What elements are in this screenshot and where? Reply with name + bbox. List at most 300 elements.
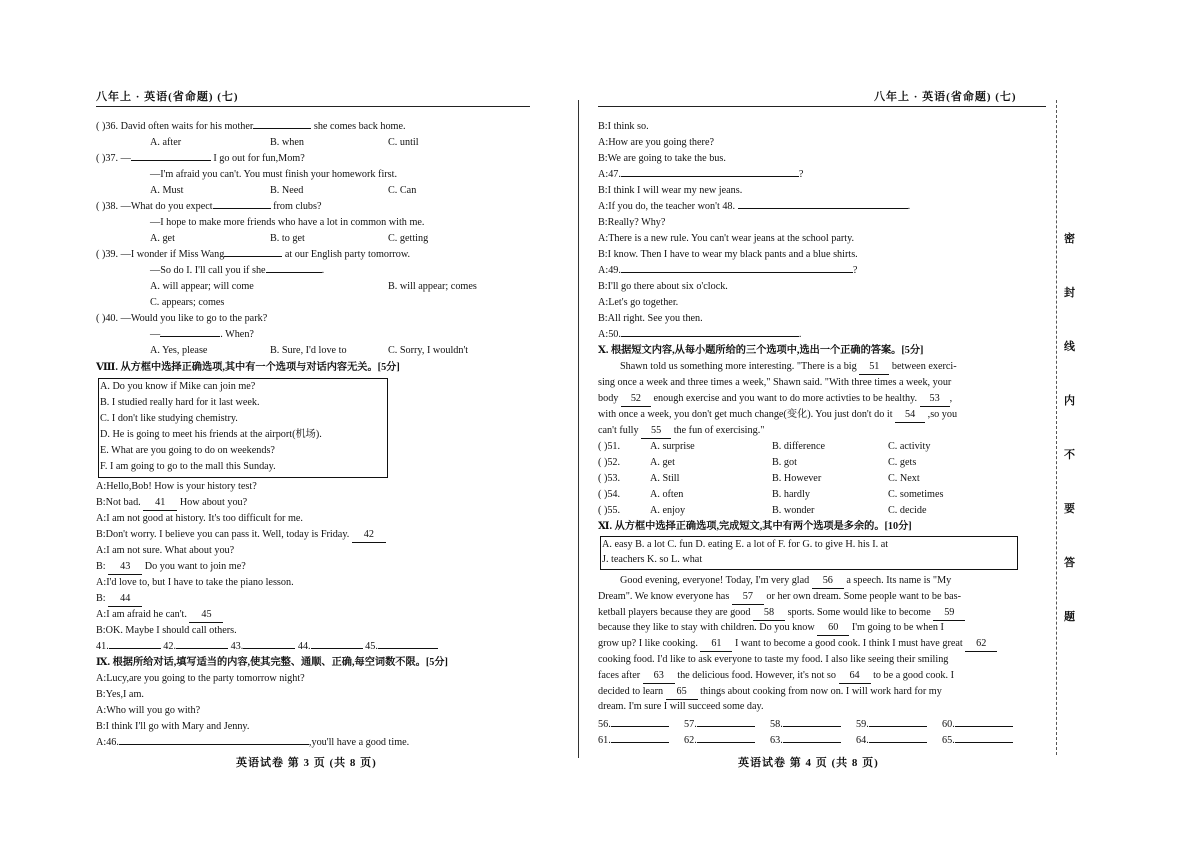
option-b[interactable] <box>772 504 814 518</box>
dialogue-line <box>96 576 294 590</box>
option-text: C. appears; comes <box>150 297 225 308</box>
question-number-row <box>598 504 620 518</box>
header-right: 八年上 · 英语(省命题) (七) <box>874 91 1017 103</box>
header-rule-right <box>598 106 1046 107</box>
passage-text: I'm going to be when I <box>851 622 944 634</box>
dialogue-line <box>96 512 303 526</box>
seal-char: 题 <box>1064 611 1075 623</box>
option-b[interactable] <box>270 232 305 246</box>
blank-59[interactable]: 59 <box>933 606 965 621</box>
blank-51[interactable]: 51 <box>859 360 889 375</box>
option-text: C. Next <box>888 473 920 484</box>
dialogue-text: B:Really? Why? <box>598 217 666 228</box>
answer-number: 43. <box>230 641 244 652</box>
passage-text: Shawn told us something more interesting. "There is a big <box>620 361 857 372</box>
section-title: Ⅹ. 根据短文内容,从每小题所给的三个选项中,选出一个正确的答案。[5分] <box>598 345 924 356</box>
answer-number: 57. <box>684 719 697 731</box>
option-b[interactable] <box>388 280 477 294</box>
question-text: —So do I. I'll call you if she <box>150 265 266 276</box>
blank-45[interactable]: 45 <box>189 608 223 623</box>
dialogue-line <box>598 296 678 310</box>
answer-number: 42. <box>163 641 177 652</box>
question-q37 <box>96 152 305 166</box>
passage-text: ketball players because they are good <box>598 606 751 618</box>
answer-blank[interactable] <box>378 648 438 649</box>
answer-cell <box>856 718 927 732</box>
passage-text: can't fully <box>598 425 639 436</box>
header-left: 八年上 · 英语(省命题) (七) <box>96 91 239 103</box>
answer-number: 64. <box>856 735 869 747</box>
option-text: B. Need <box>270 185 304 196</box>
option-c[interactable] <box>888 504 926 518</box>
answer-cell <box>942 718 1013 732</box>
answer-blank-50[interactable] <box>621 336 799 337</box>
seal-char: 不 <box>1064 449 1075 461</box>
question-number: ( )38. <box>96 201 119 212</box>
blank-61[interactable]: 61 <box>700 637 732 652</box>
header-rule-left <box>96 106 530 107</box>
dialogue-text: B:I think I'll go with Mary and Jenny. <box>96 721 250 732</box>
blank-57[interactable]: 57 <box>732 590 764 605</box>
blank-43[interactable]: 43 <box>108 560 142 575</box>
answer-blank-46[interactable] <box>119 744 309 745</box>
question-number: ( )53. <box>598 473 621 484</box>
passage-text: or her own dream. Some people want to be bas- <box>766 590 962 602</box>
option-text: C. sometimes <box>888 489 944 500</box>
blank-63[interactable]: 63 <box>643 669 675 684</box>
blank-42[interactable]: 42 <box>352 528 386 543</box>
passage-text: Good evening, everyone! Today, I'm very glad <box>620 575 810 586</box>
answer-row-41-45 <box>96 640 438 654</box>
question-q39 <box>96 248 410 262</box>
answer-number: 63. <box>770 735 783 747</box>
option-text: C. getting <box>388 233 429 244</box>
option-text: E. What are you going to do on weekends? <box>100 445 275 456</box>
answer-blank[interactable] <box>213 208 271 209</box>
option-b[interactable] <box>270 344 347 358</box>
dialogue-text: A:How are you going there? <box>598 137 714 148</box>
question-46 <box>96 736 409 750</box>
dialogue-line <box>96 672 305 686</box>
passage-text: the fun of exercising." <box>673 425 765 436</box>
option-b[interactable] <box>270 184 303 198</box>
answer-cell <box>942 734 1013 748</box>
question-number: A:49. <box>598 265 621 276</box>
section-title: Ⅸ. 根据所给对话,填写适当的内容,使其完整、通顺、正确,每空词数不限。[5分] <box>96 657 448 668</box>
dialogue-line <box>598 152 726 166</box>
dialogue-line <box>96 688 144 702</box>
option-a[interactable] <box>650 488 683 502</box>
option-c[interactable] <box>388 232 428 246</box>
option-a[interactable] <box>150 184 183 198</box>
dialogue-line <box>96 592 142 607</box>
option-text: B. I studied really hard for it last week. <box>100 397 260 408</box>
section-8-title <box>96 361 400 375</box>
blank-58[interactable]: 58 <box>753 606 785 621</box>
answer-cell <box>598 718 669 732</box>
option-text: F. I am going to go to the mall this Sunday. <box>100 461 276 472</box>
option-text: B. will appear; comes <box>388 281 477 292</box>
question-number: A:46. <box>96 737 119 748</box>
option-text: J. teachers K. so L. what <box>602 554 703 565</box>
answer-number: 65. <box>942 735 955 747</box>
dialogue-text: B:OK. Maybe I should call others. <box>96 625 237 636</box>
answer-blank[interactable] <box>243 648 295 649</box>
question-number: ( )36. <box>96 121 119 132</box>
option-c[interactable] <box>388 184 416 198</box>
passage-text: I want to become a good cook. I think I must have great <box>734 638 963 650</box>
passage-text: the delicious food. However, it's not so <box>677 669 836 681</box>
dialogue-line <box>598 232 854 246</box>
option-a[interactable] <box>150 344 207 358</box>
option-c[interactable] <box>150 296 224 310</box>
option-a[interactable] <box>650 472 679 486</box>
option-text: A. surprise <box>650 441 695 452</box>
answer-blank[interactable] <box>131 160 211 161</box>
question-number: ( )37. <box>96 153 119 164</box>
option-text: C. activity <box>888 441 931 452</box>
question-text: —I hope to make more friends who have a lot in common with me. <box>150 217 425 228</box>
passage-text: because they like to stay with children. Do you know <box>598 622 815 634</box>
answer-blank[interactable] <box>611 742 669 743</box>
answer-cell <box>770 718 841 732</box>
question-text: — <box>150 329 161 340</box>
dialogue-text: B:Not bad. <box>96 497 141 508</box>
dialogue-text: How about you? <box>179 497 248 508</box>
question-text: — <box>120 153 131 164</box>
passage-line <box>598 621 944 636</box>
answer-blank[interactable] <box>311 648 363 649</box>
answer-number: 62. <box>684 735 697 747</box>
answer-blank[interactable] <box>176 648 228 649</box>
option-text: A. often <box>650 489 684 500</box>
section-title: Ⅷ. 从方框中选择正确选项,其中有一个选项与对话内容无关。[5分] <box>96 362 400 373</box>
answer-blank[interactable] <box>955 726 1013 727</box>
question-text: —I wonder if Miss Wang <box>120 249 225 260</box>
answer-number: 44. <box>297 641 311 652</box>
option-text: B. Sure, I'd love to <box>270 345 347 356</box>
dialogue-text: B:I know. Then I have to wear my black pants and a blue shirts. <box>598 249 858 260</box>
question-text: ,you'll have a good time. <box>308 737 410 748</box>
seal-char: 要 <box>1064 503 1075 515</box>
question-text: —Would you like to go to the park? <box>120 313 268 324</box>
question-text: ? <box>798 169 804 180</box>
option-text: A. Still <box>650 473 680 484</box>
question-text: I go out for fun,Mom? <box>213 153 305 164</box>
dialogue-line <box>598 312 703 326</box>
passage-line <box>598 700 764 714</box>
dialogue-text: A:Hello,Bob! How is your history test? <box>96 481 257 492</box>
dialogue-line <box>96 720 249 734</box>
option-text: D. He is going to meet his friends at the airport(机场). <box>100 429 322 440</box>
question-text: from clubs? <box>273 201 322 212</box>
answer-blank[interactable] <box>253 128 311 129</box>
question-line <box>150 216 424 230</box>
option-text: B. hardly <box>772 489 810 500</box>
blank-64[interactable]: 64 <box>839 669 871 684</box>
dialogue-line <box>96 528 386 543</box>
answer-blank-49[interactable] <box>621 272 853 273</box>
option-text: B. got <box>772 457 797 468</box>
question-text: at our English party tomorrow. <box>284 249 411 260</box>
dialogue-line <box>96 704 200 718</box>
dialogue-text: B:I think I will wear my new jeans. <box>598 185 743 196</box>
option-text: B. difference <box>772 441 825 452</box>
question-q40 <box>96 312 267 326</box>
question-text: she comes back home. <box>313 121 406 132</box>
section-9-title <box>96 656 448 670</box>
option-b[interactable] <box>772 456 797 470</box>
answer-blank[interactable] <box>783 726 841 727</box>
passage-line <box>598 376 951 390</box>
footer-right: 英语试卷 第 4 页 (共 8 页) <box>738 757 879 769</box>
question-number-row <box>598 440 620 454</box>
blank-56[interactable]: 56 <box>812 574 844 589</box>
passage-line <box>598 637 997 652</box>
passage-text: sing once a week and three times a week," Shawn said. "With three times a week, your <box>598 377 952 388</box>
passage-line <box>620 360 957 375</box>
answer-blank[interactable] <box>955 742 1013 743</box>
question-text: David often waits for his mother <box>120 121 254 132</box>
passage-line <box>598 669 954 684</box>
answer-number: 56. <box>598 719 611 731</box>
dialogue-line <box>598 216 665 230</box>
option-text: A. Do you know if Mike can join me? <box>100 381 256 392</box>
dialogue-text: A:I am not good at history. It's too difficult for me. <box>96 513 303 524</box>
option-text: A. Must <box>150 185 184 196</box>
dialogue-line <box>598 280 728 294</box>
blank-44[interactable]: 44 <box>108 592 142 607</box>
passage-line <box>598 590 961 605</box>
options-box-11 <box>600 536 1018 570</box>
dialogue-text: B:Don't worry. I believe you can pass it. Well, today is Friday. <box>96 529 350 540</box>
passage-text: sports. Some would like to become <box>787 606 931 618</box>
answer-cell <box>684 718 755 732</box>
question-number: ( )54. <box>598 489 621 500</box>
option-c[interactable] <box>888 488 943 502</box>
question-number: ( )40. <box>96 313 119 324</box>
question-text: —What do you expect <box>120 201 213 212</box>
blank-65[interactable]: 65 <box>666 685 698 700</box>
option-a[interactable] <box>150 136 181 150</box>
option-text: B. when <box>270 137 304 148</box>
question-line <box>150 264 324 278</box>
question-number-row <box>598 472 620 486</box>
passage-text: things about cooking from now on. I will work hard for my <box>700 685 942 697</box>
dialogue-text: B:I'll go there about six o'clock. <box>598 281 728 292</box>
blank-52[interactable]: 52 <box>621 392 651 407</box>
question-number: A:47. <box>598 169 621 180</box>
answer-blank[interactable] <box>266 272 322 273</box>
question-number: A:If you do, the teacher won't 48. <box>598 201 736 212</box>
answer-number: 58. <box>770 719 783 731</box>
option-a[interactable] <box>650 456 675 470</box>
passage-text: faces after <box>598 669 641 681</box>
question-49: A:49. ? <box>598 265 858 276</box>
dialogue-line <box>598 120 649 134</box>
answer-number: 41. <box>96 641 109 652</box>
dialogue-text: A:I am not sure. What about you? <box>96 545 235 556</box>
answer-blank-47[interactable] <box>621 176 799 177</box>
passage-line <box>598 392 952 407</box>
dialogue-text: B:We are going to take the bus. <box>598 153 726 164</box>
option-text: A. enjoy <box>650 505 686 516</box>
options-box-8 <box>98 378 388 478</box>
option-text: C. I don't like studying chemistry. <box>100 413 238 424</box>
answer-blank[interactable] <box>697 742 755 743</box>
option-text: C. until <box>388 137 419 148</box>
dialogue-line <box>96 480 257 494</box>
option-text: A. get <box>150 233 175 244</box>
option-b[interactable] <box>772 488 810 502</box>
option-text: A. easy B. a lot C. fun D. eating E. a lot of F. for G. to give H. his I. at <box>602 539 889 550</box>
passage-text: between exerci- <box>891 361 957 372</box>
option-text: A. Yes, please <box>150 345 208 356</box>
option-c[interactable] <box>888 440 930 454</box>
passage-text: , <box>949 393 953 404</box>
footer-left: 英语试卷 第 3 页 (共 8 页) <box>236 757 377 769</box>
question-number-row <box>598 456 620 470</box>
section-11-title <box>598 520 912 534</box>
answer-number: 45. <box>365 641 378 652</box>
question-number: ( )52. <box>598 457 621 468</box>
seal-dashed-line <box>1056 100 1057 755</box>
answer-blank[interactable] <box>697 726 755 727</box>
dialogue-line <box>96 496 247 511</box>
passage-text: cooking food. I'd like to ask everyone to taste my food. I also like seeing their smiling <box>598 654 949 665</box>
blank-55[interactable]: 55 <box>641 424 671 439</box>
dialogue-text: B:All right. See you then. <box>598 313 703 324</box>
passage-text: a speech. Its name is "My <box>846 575 952 586</box>
dialogue-text: A:There is a new rule. You can't wear jeans at the school party. <box>598 233 855 244</box>
passage-text: with once a week, you don't get much change(变化). You just don't do it <box>598 409 893 420</box>
passage-text: body <box>598 393 619 404</box>
dialogue-text: A:I am afraid he can't. <box>96 609 187 620</box>
dialogue-text: Do you want to join me? <box>144 561 246 572</box>
option-c[interactable] <box>388 136 419 150</box>
option-text: C. Sorry, I wouldn't <box>388 345 469 356</box>
blank-54[interactable]: 54 <box>895 408 925 423</box>
question-text: —I'm afraid you can't. You must finish your homework first. <box>150 169 398 180</box>
question-number: ( )39. <box>96 249 119 260</box>
question-text: . <box>321 265 325 276</box>
blank-41[interactable]: 41 <box>143 496 177 511</box>
question-line <box>150 168 397 182</box>
answer-blank[interactable] <box>611 726 669 727</box>
passage-text: ,so you <box>927 409 958 420</box>
passage-text: dream. I'm sure I will succeed some day. <box>598 701 764 713</box>
answer-cell <box>856 734 927 748</box>
answer-blank-48[interactable] <box>738 208 908 209</box>
question-q36 <box>96 120 406 134</box>
dialogue-text: A:Who will you go with? <box>96 705 201 716</box>
answer-number: 60. <box>942 719 955 731</box>
question-47 <box>598 168 803 182</box>
option-a[interactable] <box>650 504 685 518</box>
seal-char: 线 <box>1064 341 1075 353</box>
passage-line <box>598 424 764 439</box>
dialogue-line <box>598 248 858 262</box>
option-a[interactable] <box>150 232 175 246</box>
blank-53[interactable]: 53 <box>920 392 950 407</box>
option-a[interactable] <box>150 280 254 294</box>
passage-text: enough exercise and you want to do more activties to be healthy. <box>653 393 918 404</box>
seal-char: 密 <box>1064 233 1075 245</box>
dialogue-text: B: <box>96 561 106 572</box>
question-number: A:50. <box>598 329 621 340</box>
option-b[interactable] <box>270 136 304 150</box>
passage-line <box>598 408 957 423</box>
question-number-row <box>598 488 620 502</box>
passage-line <box>620 574 951 589</box>
dialogue-text: B: <box>96 593 106 604</box>
answer-blank[interactable] <box>160 336 220 337</box>
dialogue-text: A:Let's go together. <box>598 297 679 308</box>
passage-text: decided to learn <box>598 685 664 697</box>
blank-62[interactable]: 62 <box>965 637 997 652</box>
dialogue-text: A:I'd love to, but I have to take the piano lesson. <box>96 577 294 588</box>
option-text: C. decide <box>888 505 927 516</box>
option-text: C. Can <box>388 185 417 196</box>
answer-cell <box>684 734 755 748</box>
answer-blank[interactable] <box>224 256 282 257</box>
dialogue-text: B:Yes,I am. <box>96 689 144 700</box>
option-a[interactable] <box>650 440 695 454</box>
option-c[interactable] <box>388 344 468 358</box>
question-text: . When? <box>220 329 254 340</box>
seal-char: 封 <box>1064 287 1075 299</box>
answer-blank[interactable] <box>109 648 161 649</box>
answer-cell <box>598 734 669 748</box>
option-text: A. get <box>650 457 675 468</box>
question-line <box>150 328 254 342</box>
section-title: Ⅺ. 从方框中选择正确选项,完成短文,其中有两个选项是多余的。[10分] <box>598 521 912 532</box>
dialogue-line <box>96 608 223 623</box>
passage-line <box>598 606 965 621</box>
question-number: ( )51. <box>598 441 621 452</box>
seal-char: 内 <box>1064 395 1075 407</box>
option-b[interactable] <box>772 472 821 486</box>
passage-text: Dream". We know everyone has <box>598 590 730 602</box>
answer-number: 59. <box>856 719 869 731</box>
answer-blank[interactable] <box>783 742 841 743</box>
option-c[interactable] <box>888 456 916 470</box>
option-text: B. to get <box>270 233 305 244</box>
question-48: A:If you do, the teacher won't 48. . <box>598 201 911 212</box>
dialogue-text: A:Lucy,are you going to the party tomorrow night? <box>96 673 305 684</box>
option-text: A. after <box>150 137 182 148</box>
blank-60[interactable]: 60 <box>817 621 849 636</box>
option-text: B. wonder <box>772 505 815 516</box>
answer-blank[interactable] <box>869 726 927 727</box>
dialogue-line <box>96 560 246 575</box>
question-q38 <box>96 200 322 214</box>
dialogue-line <box>96 624 237 638</box>
option-c[interactable] <box>888 472 920 486</box>
option-text: C. gets <box>888 457 917 468</box>
dialogue-text: B:I think so. <box>598 121 649 132</box>
answer-cell <box>770 734 841 748</box>
question-number: ( )55. <box>598 505 621 516</box>
option-b[interactable] <box>772 440 825 454</box>
dialogue-line <box>598 136 714 150</box>
question-50: A:50. . <box>598 329 802 340</box>
option-text: B. However <box>772 473 822 484</box>
dialogue-line <box>598 184 742 198</box>
section-10-title <box>598 344 923 358</box>
answer-number: 61. <box>598 735 611 747</box>
answer-blank[interactable] <box>869 742 927 743</box>
